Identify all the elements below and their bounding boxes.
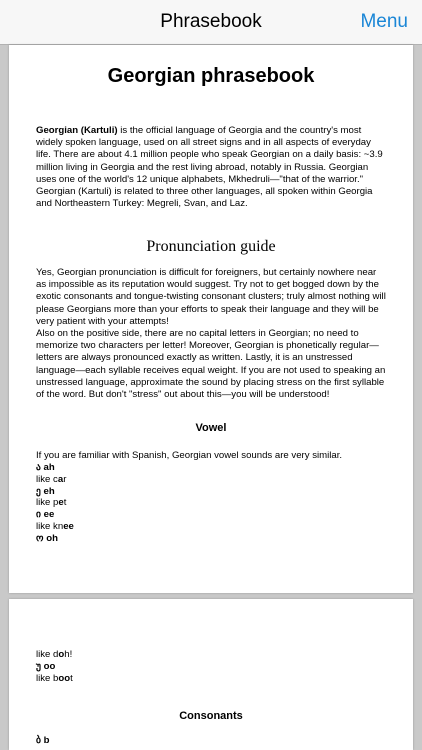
pronunciation-paragraph-2: Also on the positive side, there are no capital letters in Georgian; no need to memorize two characters per letter! Moreover, Georgian is phonetically regular—letters are always pronounced exactly as written. Lastly, it is an unstressed language—each syllable receives equal weight. If you are not used to speaking an unstressed language, approximate the sound by placing stress on the first syllable of the word. But don't "stress" out about this—you will be understood! xyxy=(36,328,386,401)
consonants-heading: Consonants xyxy=(179,710,243,722)
navigation-bar xyxy=(0,0,422,45)
vowel-letter: ო oh xyxy=(36,532,58,544)
nav-title: Phrasebook xyxy=(160,11,262,32)
vowel-example: like doh! xyxy=(36,649,73,660)
pronunciation-text xyxy=(36,267,387,401)
pronunciation-heading: Pronunciation guide xyxy=(146,238,276,255)
vowel-letter: ე eh xyxy=(36,485,55,497)
menu-button[interactable]: Menu xyxy=(360,11,408,32)
document-page-1 xyxy=(9,45,413,593)
vowel-letter: ა ah xyxy=(36,462,55,473)
vowel-intro: If you are familiar with Spanish, Georgian vowel sounds are very similar. xyxy=(36,450,343,461)
vowel-example: like car xyxy=(36,473,67,485)
vowel-example: like boot xyxy=(36,672,73,684)
consonant-letter: ბ b xyxy=(36,735,50,746)
vowel-list-continued xyxy=(36,649,73,684)
vowel-list xyxy=(36,462,74,545)
pronunciation-paragraph-1: Yes, Georgian pronunciation is difficult for foreigners, but certainly nowhere near as impossible as its reputation would suggest. Try not to get bogged down by the exotic consonants and tongue-twisting consonant clusters; truly almost nothing will please Georgians more than your efforts to speak their language and they will be very patient with your attempts! xyxy=(36,267,386,327)
vowel-example: like pet xyxy=(36,497,67,509)
document-page-2 xyxy=(9,599,413,750)
intro-bold-term: Georgian (Kartuli) xyxy=(36,125,118,136)
vowel-letter: უ oo xyxy=(36,660,56,672)
vowel-letter: ი ee xyxy=(36,509,55,521)
consonant-list xyxy=(36,735,50,747)
vowel-heading: Vowel xyxy=(195,422,227,434)
document-title: Georgian phrasebook xyxy=(107,65,315,87)
vowel-example: like knee xyxy=(36,520,74,532)
intro-paragraph xyxy=(36,125,387,210)
intro-text: is the official language of Georgia and the country's most widely spoken language, used on all street signs and in all aspects of everyday life. There are about 4.1 million people who speak Georgian on a daily basis: ~3.9 million living in Georgia and the rest living abroad, notably in Russia. Georgian uses one of the world's 12 unique alphabets, Mkhedruli—"that of the warrior." Georgian (Kartuli) is related to three other languages, all spoken within Georgia and Northeastern Turkey: Megreli, Svan, and Laz. xyxy=(36,125,383,210)
